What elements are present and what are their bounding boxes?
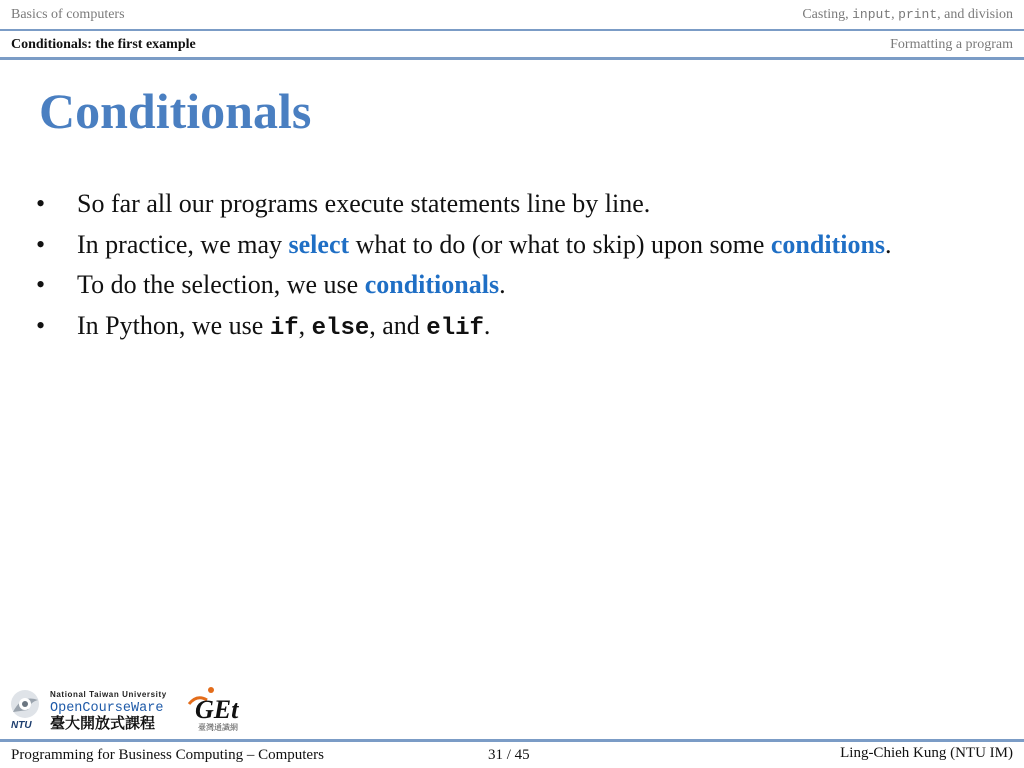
footer-page-number: 31 / 45	[488, 747, 530, 763]
ocw-chinese-text: 臺大開放式課程	[50, 714, 156, 732]
bullet-marker: •	[36, 310, 46, 340]
header-nav-top	[0, 0, 1024, 29]
nav-subsection-current-link[interactable]: Conditionals: the first example	[11, 37, 196, 52]
bullet-marker: •	[36, 229, 46, 259]
highlight-select: select	[288, 229, 350, 259]
nav-subsection-right-link[interactable]: Formatting a program	[890, 37, 1013, 52]
bullet-item	[36, 265, 892, 306]
ntu-opencourseware-logo	[8, 686, 178, 732]
bullet-text-after: .	[483, 310, 491, 340]
ntu-mark-text: NTU	[11, 720, 32, 731]
ntu-emblem-icon	[11, 690, 39, 718]
highlight-conditionals: conditionals	[364, 270, 500, 299]
slide-title: Conditionals	[39, 83, 312, 139]
ocw-university-text: National Taiwan University	[50, 690, 167, 699]
bullet-text-before: In practice, we may	[77, 229, 289, 259]
get-logo	[183, 682, 251, 734]
bullet-sep: , and	[369, 310, 427, 340]
bullet-item	[36, 306, 892, 347]
footer-author: Ling-Chieh Kung (NTU IM)	[840, 745, 1013, 761]
nav-right-suffix: , and division	[937, 7, 1013, 22]
bullet-text-middle: what to do (or what to skip) upon some	[349, 229, 771, 259]
bullet-item	[36, 225, 892, 266]
nav-right-sep: ,	[891, 7, 899, 22]
bullet-sep: ,	[298, 310, 312, 340]
nav-right-code-input: input	[852, 7, 892, 22]
bullet-list	[36, 184, 892, 346]
ocw-name-text: OpenCourseWare	[50, 701, 164, 716]
bullet-text-before: To do the selection, we use	[77, 270, 365, 299]
bullet-marker: •	[36, 189, 46, 218]
header-divider-bottom	[0, 57, 1024, 60]
get-mark-text: GEt	[195, 695, 239, 724]
footer-bar	[0, 742, 1024, 768]
highlight-conditions: conditions	[770, 229, 886, 259]
nav-right-prefix: Casting,	[802, 7, 853, 22]
code-if: if	[269, 314, 299, 342]
nav-section-right-link[interactable]	[802, 7, 1013, 23]
get-sub-text: 臺灣通識網	[198, 723, 238, 732]
bullet-marker: •	[36, 270, 46, 299]
code-else: else	[311, 314, 370, 342]
bullet-text: So far all our programs execute statements line by line.	[77, 189, 651, 218]
header-nav-bottom	[0, 31, 1024, 57]
bullet-item	[36, 184, 892, 225]
footer-course-title: Programming for Business Computing – Computers	[11, 747, 324, 763]
bullet-text-after: .	[499, 270, 506, 299]
nav-right-code-print: print	[898, 7, 938, 22]
nav-section-link[interactable]: Basics of computers	[11, 7, 125, 22]
code-elif: elif	[426, 314, 484, 342]
bullet-text-after: .	[885, 229, 892, 259]
bullet-text-before: In Python, we use	[77, 310, 270, 340]
